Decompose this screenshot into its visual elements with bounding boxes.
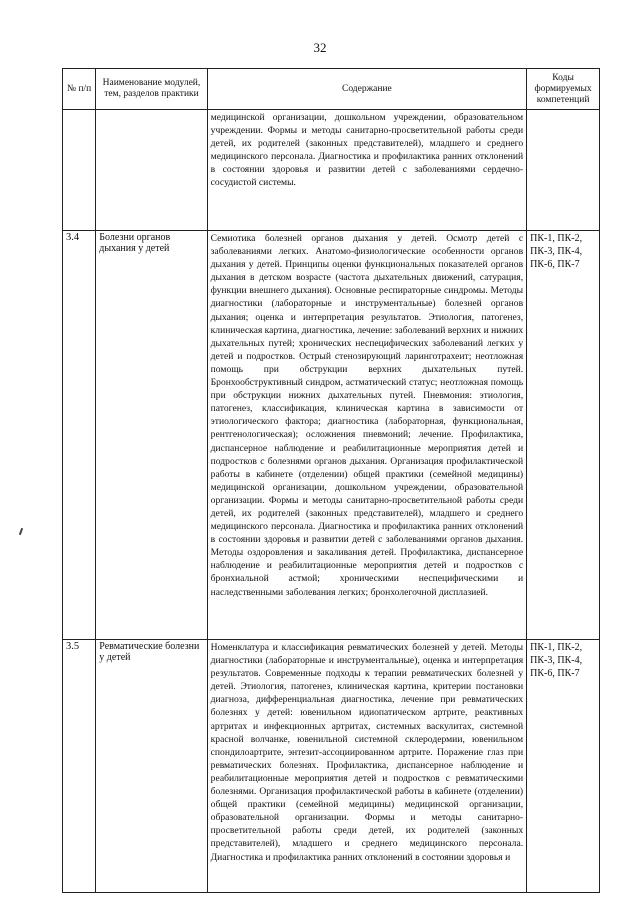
scan-artifact-mark bbox=[19, 528, 23, 535]
row-codes: ПК-1, ПК-2, ПК-3, ПК-4, ПК-6, ПК-7 bbox=[527, 231, 600, 640]
header-name: Наименование модулей, тем, разделов практики bbox=[96, 69, 207, 110]
row-name bbox=[96, 110, 207, 231]
table-header bbox=[63, 69, 600, 110]
page-number: 32 bbox=[313, 40, 327, 55]
table-row bbox=[63, 231, 600, 640]
table-row bbox=[63, 640, 600, 893]
table-body bbox=[63, 110, 600, 893]
header-row bbox=[63, 69, 600, 110]
header-num: № п/п bbox=[63, 69, 96, 110]
row-content: Семиотика болезней органов дыхания у детей. Осмотр детей с заболеваниями легких. Анатомо-физиологические особенности органов дыхания у детей. Принципы оценки функциональных показателей органов дыхания в детском возрасте (частота дыхательных движений, сатурация, функции внешнего дыхания). Основные респираторные синдромы. Методы диагностики (лабораторные и инструментальные) болезней органов дыхания; оценка и интерпретация результатов. Этиология, патогенез, клиническая картина, диагностика, лечение: заболеваний верхних и нижних дыхательных путей; хронических неспецифических заболеваний легких у детей и подростков. Острый стенозирующий ларинготрахеит; неотложная помощь при обструкции верхних дыхательных путей. Бронхообструктивный синдром, астматический статус; неотложная помощь при обструкции нижних дыхательных путей. Пневмония: этиология, патогенез, классификация, клиническая картина в зависимости от этиологического фактора; диагностика (лабораторная, функциональная, рентгенологическая); осложнения пневмоний; лечение. Профилактика, диспансерное наблюдение и реабилитационные мероприятия детей и подростков с болезнями органов дыхания. Организация профилактической работы в кабинете (отделении) общей практики (семейной медицины) медицинской организации, дошкольном учреждении, образовательной организации. Формы и методы санитарно-просветительной работы среди детей, их родителей (законных представителей), младшего и среднего медицинского персонала. Диагностика и профилактика ранних отклонений в состоянии здоровья и развитии детей с заболеваниями органов дыхания. Методы оздоровления и закаливания детей. Профилактика, диспансерное наблюдение и реабилитационные мероприятия детей и подростков с бронхиальной астмой; хроническими неспецифическими и наследственными заболевания легких; бронхолегочной дисплазией. bbox=[207, 231, 526, 640]
row-content: медицинской организации, дошкольном учреждении, образовательном учреждении. Формы и методы санитарно-просветительной работы среди детей, их родителей (законных представителей), младшего и среднего медицинского персонала. Диагностика и профилактика ранних отклонений в состоянии здоровья и развитии детей с заболеваниями сердечно-сосудистой системы. bbox=[207, 110, 526, 231]
table-row bbox=[63, 110, 600, 231]
row-name: Ревматические болезни у детей bbox=[96, 640, 207, 893]
row-number: 3.4 bbox=[63, 231, 96, 640]
row-content: Номенклатура и классификация ревматических болезней у детей. Методы диагностики (лабораторные и инструментальные), оценка и интерпретация результатов. Современные подходы к терапии ревматических болезней у детей. Этиология, патогенез, клиническая картина, критерии постановки диагноза, дифференциальная диагностика, лечение при ревматических болезнях у детей: ювенильном идиопатическом артрите, реактивных артритах и инфекционных артритах, системных васкулитах, системной красной волчанке, ювенильной системной склеродермии, ювенильном спондилоартрите, энтезит-ассоциированном артрите. Поражение глаз при ревматических болезнях. Профилактика, диспансерное наблюдение и реабилитационные мероприятия детей и подростков с ревматическими болезнями. Организация профилактической работы в кабинете (отделении) общей практики (семейной медицины) медицинской организации, образовательной организации. Формы и методы санитарно-просветительной работы среди детей, их родителей (законных представителей), младшего и среднего медицинского персонала. Диагностика и профилактика ранних отклонений в состоянии здоровья и bbox=[207, 640, 526, 893]
row-name: Болезни органов дыхания у детей bbox=[96, 231, 207, 640]
header-codes: Коды формируемых компетенций bbox=[527, 69, 600, 110]
row-codes: ПК-1, ПК-2, ПК-3, ПК-4, ПК-6, ПК-7 bbox=[527, 640, 600, 893]
curriculum-table bbox=[62, 68, 600, 893]
row-codes bbox=[527, 110, 600, 231]
row-number bbox=[63, 110, 96, 231]
row-number: 3.5 bbox=[63, 640, 96, 893]
header-content: Содержание bbox=[207, 69, 526, 110]
